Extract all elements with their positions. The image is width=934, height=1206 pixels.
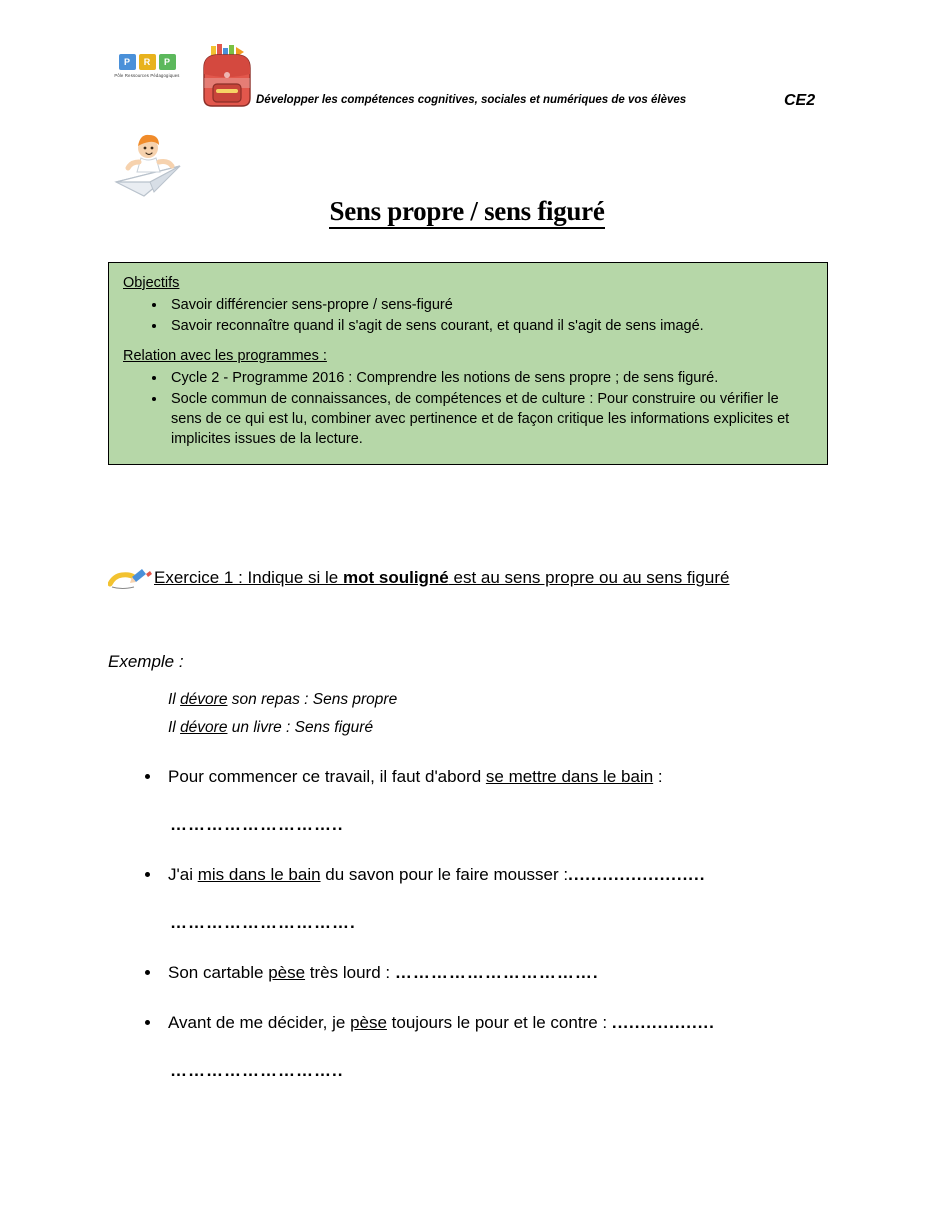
exercise-suffix: est au sens propre ou au sens figuré [448, 568, 730, 587]
question-2-answer-blank-2[interactable]: …………………………. [170, 913, 356, 932]
objectives-list [123, 295, 813, 336]
prp-logo-caption: Pôle Ressources Pédagogiques [114, 73, 180, 78]
question-3-underlined: pèse [268, 963, 306, 982]
objectives-box [108, 262, 828, 465]
question-3-answer-blank[interactable]: ……………………………. [394, 963, 599, 982]
objectives-heading: Objectifs [123, 275, 180, 291]
level-badge: CE2 [784, 92, 816, 109]
prp-logo [112, 54, 182, 78]
question-4-before: Avant de me décider, je [168, 1013, 351, 1032]
question-4-underlined: pèse [350, 1013, 387, 1032]
list-item: • Socle commun de connaissances, de compétences et de culture : Pour construire ou vérifier le sens de ce qui est lu, combiner avec pertinence et de façon critique les informations explicites et implicites issues de la lecture. [167, 389, 813, 449]
header-tagline: Développer les compétences cognitives, sociales et numériques de vos élèves [256, 94, 687, 106]
page-title-text: Sens propre / sens figuré [329, 196, 604, 229]
exercise-heading [108, 562, 868, 593]
writing-hand-icon [108, 564, 152, 590]
backpack-icon [196, 44, 258, 110]
example-line-2 [168, 714, 397, 742]
example-line-2-underlined: dévore [180, 719, 228, 736]
exercise-prefix: Exercice 1 : Indique si le [154, 568, 343, 587]
question-4-answer-blank-2[interactable]: ……………………….. [170, 1061, 344, 1080]
question-2-underlined: mis dans le bain [197, 865, 321, 884]
question-1-answer-blank-2[interactable]: ……………………….. [170, 815, 344, 834]
list-item [162, 764, 922, 838]
list-item [162, 1010, 922, 1084]
question-3-after: très lourd : [305, 963, 395, 982]
question-4-after: toujours le pour et le contre : [386, 1013, 612, 1032]
page-title [0, 196, 934, 227]
example-line-2-after: un livre : Sens figuré [227, 719, 374, 736]
exercise-bold-part: mot souligné [342, 568, 449, 587]
prp-logo-letter-2: R [139, 54, 156, 70]
question-3-before: Son cartable [168, 963, 269, 982]
example-line-1-underlined: dévore [180, 691, 228, 708]
prp-logo-letter-3: P [159, 54, 176, 70]
question-2-after: du savon pour le faire mousser : [320, 865, 569, 884]
programs-list [123, 368, 813, 449]
list-item: • Savoir différencier sens-propre / sens-figuré [167, 295, 813, 315]
prp-logo-letter-1: P [119, 54, 136, 70]
question-4-answer-blank[interactable]: .................. [611, 1013, 715, 1032]
example-line-1 [168, 686, 397, 714]
example-line-2-before: Il [168, 719, 181, 736]
example-label: Exemple : [108, 652, 184, 671]
example-lines [168, 686, 397, 742]
question-1-after: : [653, 767, 663, 786]
question-2-before: J'ai [168, 865, 198, 884]
list-item [162, 862, 922, 936]
list-item [162, 960, 922, 986]
example-line-1-after: son repas : Sens propre [227, 691, 398, 708]
page-header [0, 0, 934, 120]
prp-logo-boxes [112, 54, 182, 70]
question-1-before: Pour commencer ce travail, il faut d'abord [168, 767, 486, 786]
list-item: • Savoir reconnaître quand il s'agit de sens courant, et quand il s'agit de sens imagé. [167, 316, 813, 336]
question-list [130, 764, 922, 1108]
programs-heading: Relation avec les programmes : [123, 348, 327, 364]
example-line-1-before: Il [168, 691, 181, 708]
kid-on-paper-plane-icon [110, 126, 206, 198]
question-1-underlined: se mettre dans le bain [485, 767, 654, 786]
exercise-heading-text [154, 568, 729, 587]
list-item: • Cycle 2 - Programme 2016 : Comprendre les notions de sens propre ; de sens figuré. [167, 368, 813, 388]
question-2-answer-blank[interactable]: ........................ [568, 865, 706, 884]
